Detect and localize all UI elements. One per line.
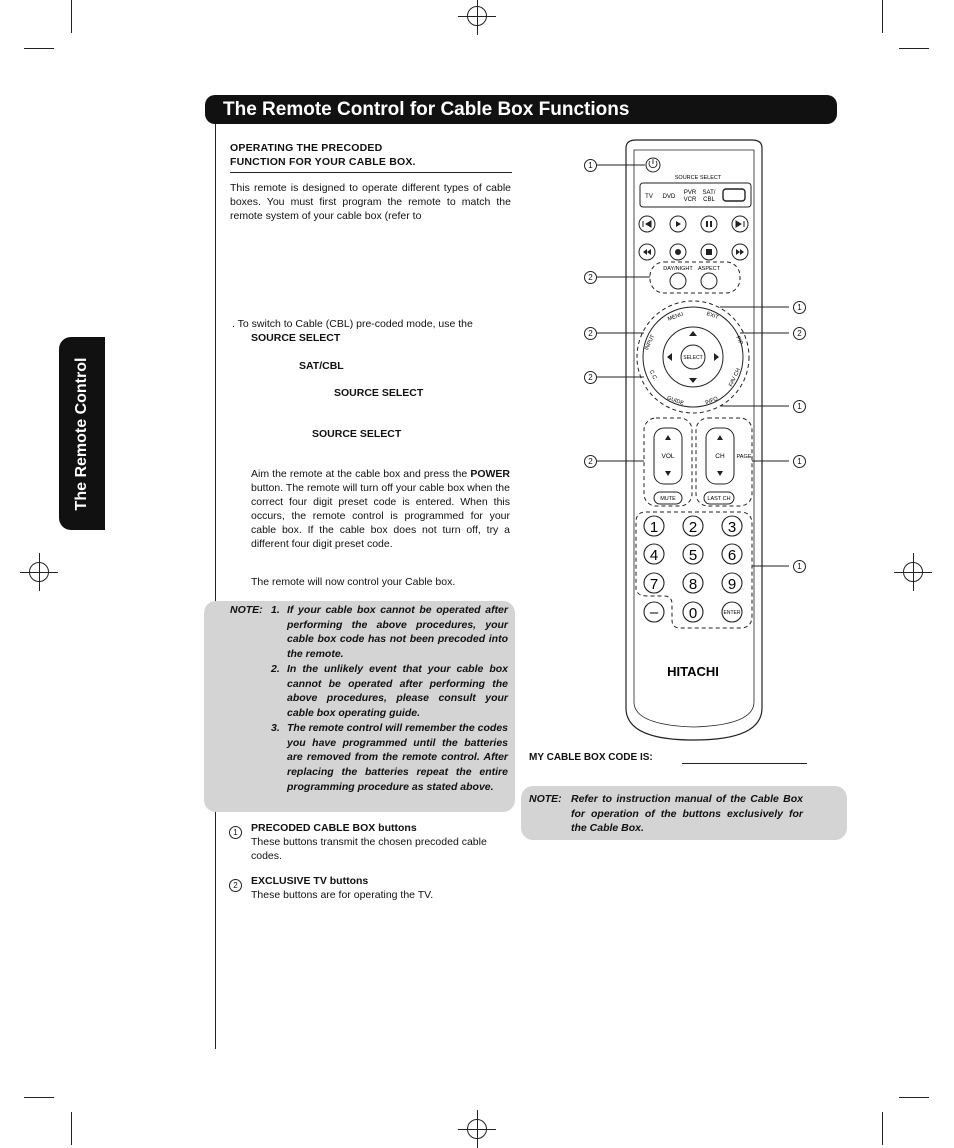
callout-number: 1 (793, 301, 806, 314)
side-tab-label: The Remote Control (73, 357, 90, 510)
heading-line-1: OPERATING THE PRECODED (230, 142, 383, 154)
digit-label: – (649, 604, 659, 621)
remote-control-illustration (560, 135, 815, 745)
control-text: The remote will now control your Cable box. (251, 576, 456, 588)
source-pvr[interactable]: PVR (683, 190, 697, 196)
remote-label[interactable]: INFO (704, 395, 719, 407)
pause-icon (706, 221, 708, 227)
callout-number: 2 (584, 455, 597, 468)
heading-rule (230, 172, 512, 173)
fast-forward-icon (736, 249, 744, 255)
power-word: POWER (470, 468, 511, 480)
pause-button[interactable] (701, 216, 717, 232)
aim-text: Aim the remote at the cable box and press the (251, 468, 468, 480)
crop-mark (882, 1112, 883, 1145)
crop-mark (24, 1097, 54, 1098)
remote-label[interactable]: C.C. (647, 369, 658, 382)
digit-label: 5 (688, 547, 698, 564)
power-icon (649, 159, 657, 168)
skip-back-icon (643, 221, 651, 227)
registration-mark (458, 1110, 496, 1148)
remote-label[interactable]: GUIDE (666, 395, 685, 407)
registration-mark (458, 0, 496, 35)
legend-title: EXCLUSIVE TV buttons (251, 875, 369, 887)
legend-desc: These buttons transmit the chosen precoded cable codes. (251, 836, 487, 862)
heading-line-2: FUNCTION FOR YOUR CABLE BOX. (230, 156, 416, 168)
remote-label: SOURCE SELECT (674, 175, 722, 181)
rewind-icon (643, 249, 651, 255)
crop-mark (899, 48, 929, 49)
source-vcr[interactable]: VCR (683, 197, 697, 203)
registration-mark (20, 553, 58, 591)
note-item-number: 3. (271, 722, 280, 734)
callout-number: 1 (793, 400, 806, 413)
note-item-number: 2. (271, 663, 280, 675)
remote-label[interactable]: MENU (667, 311, 685, 323)
crop-mark (71, 0, 72, 33)
crop-mark (899, 1097, 929, 1098)
callout-number: 1 (584, 159, 597, 172)
precoded-group (696, 418, 752, 506)
digit-label: 3 (727, 519, 737, 536)
sat-cbl-label: SAT/CBL (299, 360, 344, 372)
note-item-text: In the unlikely event that your cable box cannot be operated after performing the above procedures, please consult your cable box operating guide. (287, 663, 508, 720)
cable-code-blank (682, 763, 807, 764)
digit-label: 4 (649, 547, 659, 564)
column-divider (215, 124, 216, 1049)
source-sat[interactable]: SAT/ (702, 190, 716, 196)
source-select-label: SOURCE SELECT (312, 428, 402, 440)
stop-icon (706, 249, 712, 255)
remote-label[interactable]: INPUT (643, 333, 657, 352)
remote-label: LAST CH (707, 496, 731, 502)
digit-label: 9 (727, 576, 737, 593)
crop-mark (71, 1112, 72, 1145)
remote-label: VOL (661, 453, 675, 460)
aim-text: button. The remote will turn off your cable box when the correct four digit preset code is entered. When this occurs, the remote control is programmed for your cable box. If the cable box does not turn off, try a different four digit preset code. (251, 482, 510, 550)
callout-number: 2 (584, 271, 597, 284)
callout-number: 1 (793, 560, 806, 573)
note-label: NOTE: (529, 793, 562, 805)
play-icon (676, 221, 681, 227)
remote-label: SELECT (683, 355, 703, 361)
remote-label[interactable]: PIP (734, 335, 744, 346)
source-dvd[interactable]: DVD (662, 194, 676, 200)
digit-label: 6 (727, 547, 737, 564)
callout-number: 2 (584, 327, 597, 340)
registration-mark (894, 553, 932, 591)
record-icon (675, 249, 681, 255)
digit-label: 7 (649, 576, 659, 593)
remote-label: ASPECT (697, 266, 721, 272)
remote-label: DAY/NIGHT (663, 266, 693, 272)
step-1-text: . To switch to Cable (CBL) pre-coded mode, use the (232, 318, 473, 330)
cable-code-label: MY CABLE BOX CODE IS: (529, 752, 653, 763)
remote-label: CH (715, 453, 725, 460)
remote-label: ENTER (723, 610, 741, 616)
crop-mark (24, 48, 54, 49)
remote-label[interactable]: EXIT (705, 311, 720, 321)
digit-label: 0 (688, 605, 698, 622)
note-item-number: 1. (271, 604, 280, 616)
note-text: Refer to instruction manual of the Cable Box for operation of the buttons exclusively for the Cable Box. (571, 793, 803, 835)
skip-forward-icon (736, 221, 744, 227)
page-title: The Remote Control for Cable Box Functions (205, 95, 837, 124)
section-heading (230, 141, 510, 169)
source-tv[interactable]: TV (645, 194, 653, 200)
digit-label: 1 (649, 519, 659, 536)
intro-paragraph: This remote is designed to operate different types of cable boxes. You must first program the remote to match the remote system of your cable box (refer to (230, 182, 511, 222)
remote-label: MUTE (660, 496, 676, 502)
legend-item-2 (229, 875, 242, 893)
callout-number: 1 (793, 455, 806, 468)
callout-number: 1 (229, 826, 242, 839)
note-item-text: If your cable box cannot be operated after performing the above procedures, your cable box code has not been precoded into the remote. (287, 604, 508, 661)
source-select-label: SOURCE SELECT (334, 387, 424, 399)
source-cbl[interactable]: CBL (703, 197, 715, 203)
side-tab (59, 337, 105, 530)
source-select-label: SOURCE SELECT (251, 332, 341, 344)
day-night-button[interactable] (670, 273, 686, 289)
crop-mark (882, 0, 883, 33)
aspect-button[interactable] (701, 273, 717, 289)
callout-number: 2 (584, 371, 597, 384)
digit-label: 8 (688, 576, 698, 593)
legend-item-1 (229, 822, 242, 840)
brand-logo: HITACHI (667, 664, 719, 679)
aim-paragraph (251, 467, 510, 551)
remote-label[interactable]: FAV CH (728, 367, 742, 388)
remote-label: PAGE (736, 454, 752, 460)
legend-desc: These buttons are for operating the TV. (251, 889, 434, 901)
source-indicator (723, 189, 745, 201)
digit-label: 2 (688, 519, 698, 536)
callout-number: 2 (793, 327, 806, 340)
note-item-text: The remote control will remember the codes you have programmed until the batteries are removed from the remote control. After replacing the batteries repeat the entire programming procedure as stated above. (287, 722, 508, 793)
legend-title: PRECODED CABLE BOX buttons (251, 822, 417, 834)
exclusive-tv-group (644, 418, 692, 506)
note-label: NOTE: (230, 604, 263, 616)
callout-number: 2 (229, 879, 242, 892)
